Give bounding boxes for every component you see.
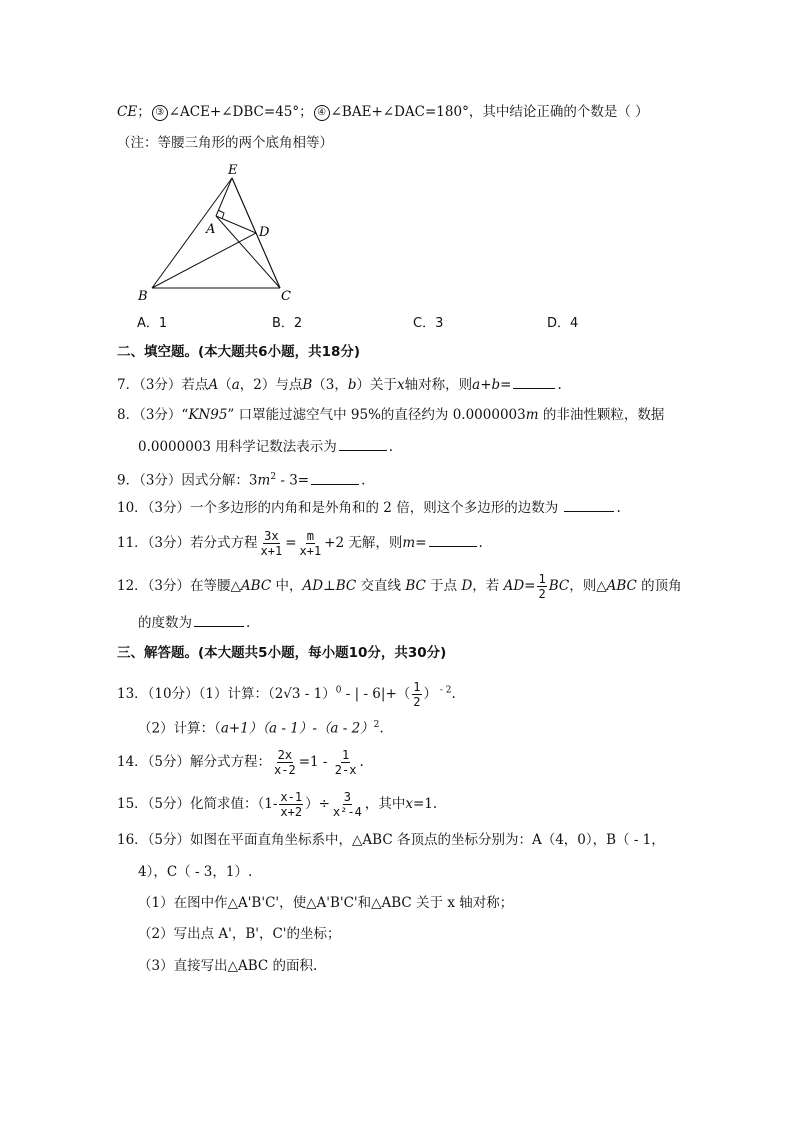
- q13-part1: [117, 680, 456, 709]
- q14-fraction-1: [273, 748, 297, 777]
- section3-title: 三、解答题。(本大题共5小题，每小题10分，共30分): [117, 645, 447, 661]
- q14-end: .: [359, 754, 364, 770]
- q14-t1: 14．（5分）解分式方程：: [117, 754, 272, 770]
- q11-m: m: [402, 535, 416, 551]
- section2-title: 二、填空题。(本大题共6小题，共18分): [117, 344, 361, 360]
- q11-t3: =: [415, 535, 427, 551]
- q13-sqrt: √3: [283, 686, 301, 702]
- q12-ad: AD: [302, 578, 324, 594]
- q16-sub3: （3）直接写出△ABC 的面积.: [138, 958, 318, 974]
- q9-t2: - 3=: [276, 472, 310, 489]
- q12-answer-blank[interactable]: [194, 612, 244, 627]
- q15-t1: 15．（5分）化简求值：（1-: [117, 796, 278, 812]
- q11-t2: +2 无解，则: [324, 535, 403, 551]
- label-e: E: [228, 163, 238, 178]
- label-d: D: [259, 225, 270, 240]
- q7-t4: （3，: [312, 377, 348, 393]
- q14-f2-den: 2-x: [334, 763, 357, 777]
- q8-line2: [138, 436, 393, 457]
- q11-f1-den: x+1: [260, 544, 283, 558]
- q6-triangle-figure: [130, 160, 300, 305]
- q9-m: m: [257, 472, 271, 489]
- label-c: C: [281, 289, 291, 304]
- q7-end: .: [557, 377, 562, 393]
- q8-t4: 0.0000003 用科学记数法表示为: [138, 439, 337, 455]
- choice-c: C．3: [413, 316, 444, 331]
- circled-4: ④: [314, 105, 330, 121]
- q11-answer-blank[interactable]: [429, 532, 477, 547]
- q12-d: D: [461, 578, 473, 594]
- q10: [117, 497, 621, 518]
- q15-f2-den: x²-4: [332, 805, 362, 819]
- q13-t7: a+1）（a - 1）-（a - 2）: [220, 720, 374, 737]
- q12-bc3: BC: [548, 578, 570, 594]
- q13-sup0: 0: [335, 685, 342, 696]
- circled-3: ③: [152, 105, 168, 121]
- q10-answer-blank[interactable]: [564, 497, 614, 512]
- q13-t4: ）: [423, 686, 437, 702]
- q8-t2: ” 口罩能过滤空气中 95%的直径约为 0.0000003: [227, 407, 526, 423]
- q8-t3: 的非油性颗粒，数据: [538, 407, 665, 423]
- segment-ac: [216, 216, 280, 288]
- q12-t4: 交直线: [356, 578, 406, 594]
- q12-line1: [117, 572, 682, 601]
- q13-f-num: 1: [413, 680, 421, 694]
- q12-t5: 于点: [425, 578, 462, 594]
- q15-x: x: [405, 796, 413, 812]
- q11: [117, 529, 483, 558]
- q13-t1: 13．（10分）（1）计算：（2: [117, 686, 284, 702]
- q14-f1-den: x-2: [274, 763, 296, 777]
- q6-sep: ；: [137, 104, 151, 120]
- q12-ad2: AD: [503, 578, 525, 594]
- q14-fraction-2: [334, 748, 358, 777]
- q8-end: .: [388, 439, 394, 455]
- q7: [117, 374, 562, 395]
- q9-end: .: [361, 472, 366, 489]
- q8-kn95: KN95: [188, 407, 228, 423]
- q13-part2: [138, 715, 384, 739]
- q7-apb: a+b: [472, 377, 501, 393]
- q11-f2-den: x+1: [299, 544, 322, 558]
- q15-t3: ，其中: [364, 796, 406, 812]
- q8-t1: 8．（3分）“: [117, 407, 189, 423]
- q11-eq: =: [285, 535, 297, 551]
- q6-ce: CE: [117, 104, 138, 120]
- q15-f2-num: 3: [343, 790, 351, 804]
- q6-item3: ∠ACE+∠DBC=45°；: [168, 104, 313, 120]
- q14: [117, 748, 364, 777]
- segment-bd: [152, 233, 256, 288]
- q7-answer-blank[interactable]: [513, 374, 555, 389]
- q8-answer-blank[interactable]: [339, 436, 387, 451]
- q12-end: .: [246, 615, 251, 631]
- q13-t8: .: [379, 720, 384, 737]
- q11-f2-num: m: [306, 529, 314, 543]
- q12-line2: [138, 612, 250, 633]
- q12-t3: ⊥: [323, 578, 336, 594]
- q7-t1: 7．（3分）若点: [117, 377, 209, 393]
- q14-f2-num: 1: [341, 748, 350, 762]
- q13-t2: - 1）: [300, 686, 336, 702]
- q10-t1: 10．（3分）一个多边形的内角和是外角和的 2 倍，则这个多边形的边数为: [117, 500, 563, 516]
- q13-t5: .: [451, 686, 456, 702]
- q12-fraction: [537, 572, 546, 601]
- q9: [117, 467, 365, 491]
- q7-a: a: [231, 377, 240, 393]
- q7-t3: ，2）与点: [239, 377, 303, 393]
- q13-t6: （2）计算：（: [138, 720, 221, 737]
- q12-t9: 的顶角: [636, 578, 682, 594]
- q12-abc: ABC: [240, 578, 272, 594]
- q14-f1-num: 2x: [277, 748, 293, 762]
- segment-be: [152, 178, 232, 288]
- q15-fraction-2: [332, 790, 363, 819]
- q15-f1-den: x+2: [280, 805, 303, 819]
- q13-f-den: 2: [413, 695, 421, 709]
- q8-m: m: [525, 407, 539, 423]
- q12-t7: =: [524, 578, 536, 594]
- label-b: B: [138, 289, 148, 304]
- q12-abc2: ABC: [606, 578, 637, 594]
- q13-fraction: [412, 680, 421, 709]
- q9-t1: 9．（3分）因式分解：3: [117, 472, 258, 489]
- q6-item4: ∠BAE+∠DAC=180°，其中结论正确的个数是（ ）: [330, 104, 649, 120]
- q7-t7: =: [500, 377, 512, 393]
- q11-fraction-1: [260, 529, 284, 558]
- q7-x: x: [397, 377, 405, 393]
- q12-t10: 的度数为: [138, 615, 192, 631]
- q12-t6: ，若: [472, 578, 504, 594]
- q12-bc1: BC: [335, 578, 357, 594]
- q15-t2: ）÷: [305, 796, 330, 812]
- q12-t1: 12．（3分）在等腰△: [117, 578, 241, 594]
- choice-b: B．2: [272, 316, 303, 331]
- q7-A: A: [208, 377, 219, 393]
- q12-bc2: BC: [405, 578, 426, 594]
- q12-t8: ，则△: [569, 578, 607, 594]
- choice-d: D．4: [547, 316, 579, 331]
- q12-f-num: 1: [538, 572, 546, 586]
- q15-t4: =1.: [412, 796, 438, 812]
- q11-end: .: [478, 535, 483, 551]
- q8-line1: [117, 405, 664, 425]
- q6-conclusion-line: [117, 102, 649, 122]
- q6-note: （注：等腰三角形的两个底角相等）: [117, 135, 333, 151]
- q12-t2: 中，: [271, 578, 303, 594]
- q14-t2: =1 -: [298, 754, 332, 770]
- q11-f1-num: 3x: [264, 529, 279, 543]
- q9-answer-blank[interactable]: [311, 470, 359, 485]
- q7-t6: 轴对称，则: [404, 377, 473, 393]
- q7-b: b: [347, 377, 357, 393]
- q15: [117, 790, 437, 819]
- q11-t1: 11．（3分）若分式方程: [117, 535, 258, 551]
- q15-f1-num: x-1: [280, 790, 303, 804]
- q9-sup: 2: [270, 472, 277, 482]
- q7-B: B: [302, 377, 313, 393]
- q10-end: .: [616, 500, 621, 516]
- q7-t2: （: [218, 377, 232, 393]
- q12-f-den: 2: [538, 587, 546, 601]
- q7-t5: ）关于: [356, 377, 398, 393]
- q15-fraction-1: [279, 790, 303, 819]
- q13-sup: 2: [373, 720, 380, 730]
- q11-fraction-2: [299, 529, 323, 558]
- q16-sub2: （2）写出点 A'，B'，C'的坐标；: [138, 926, 341, 942]
- label-a: A: [206, 222, 216, 237]
- choice-a: A．1: [137, 316, 168, 331]
- q16-sub1: （1）在图中作△A'B'C'，使△A'B'C'和△ABC 关于 x 轴对称；: [138, 895, 514, 911]
- q13-sup2: - 2: [437, 685, 452, 696]
- q16-line1: 16．（5分）如图在平面直角坐标系中，△ABC 各顶点的坐标分别为：A（4，0），B（ - 1，: [117, 832, 665, 848]
- q13-t3: - | - 6|+（: [341, 686, 411, 702]
- q16-line2: 4），C（ - 3，1）.: [138, 864, 253, 880]
